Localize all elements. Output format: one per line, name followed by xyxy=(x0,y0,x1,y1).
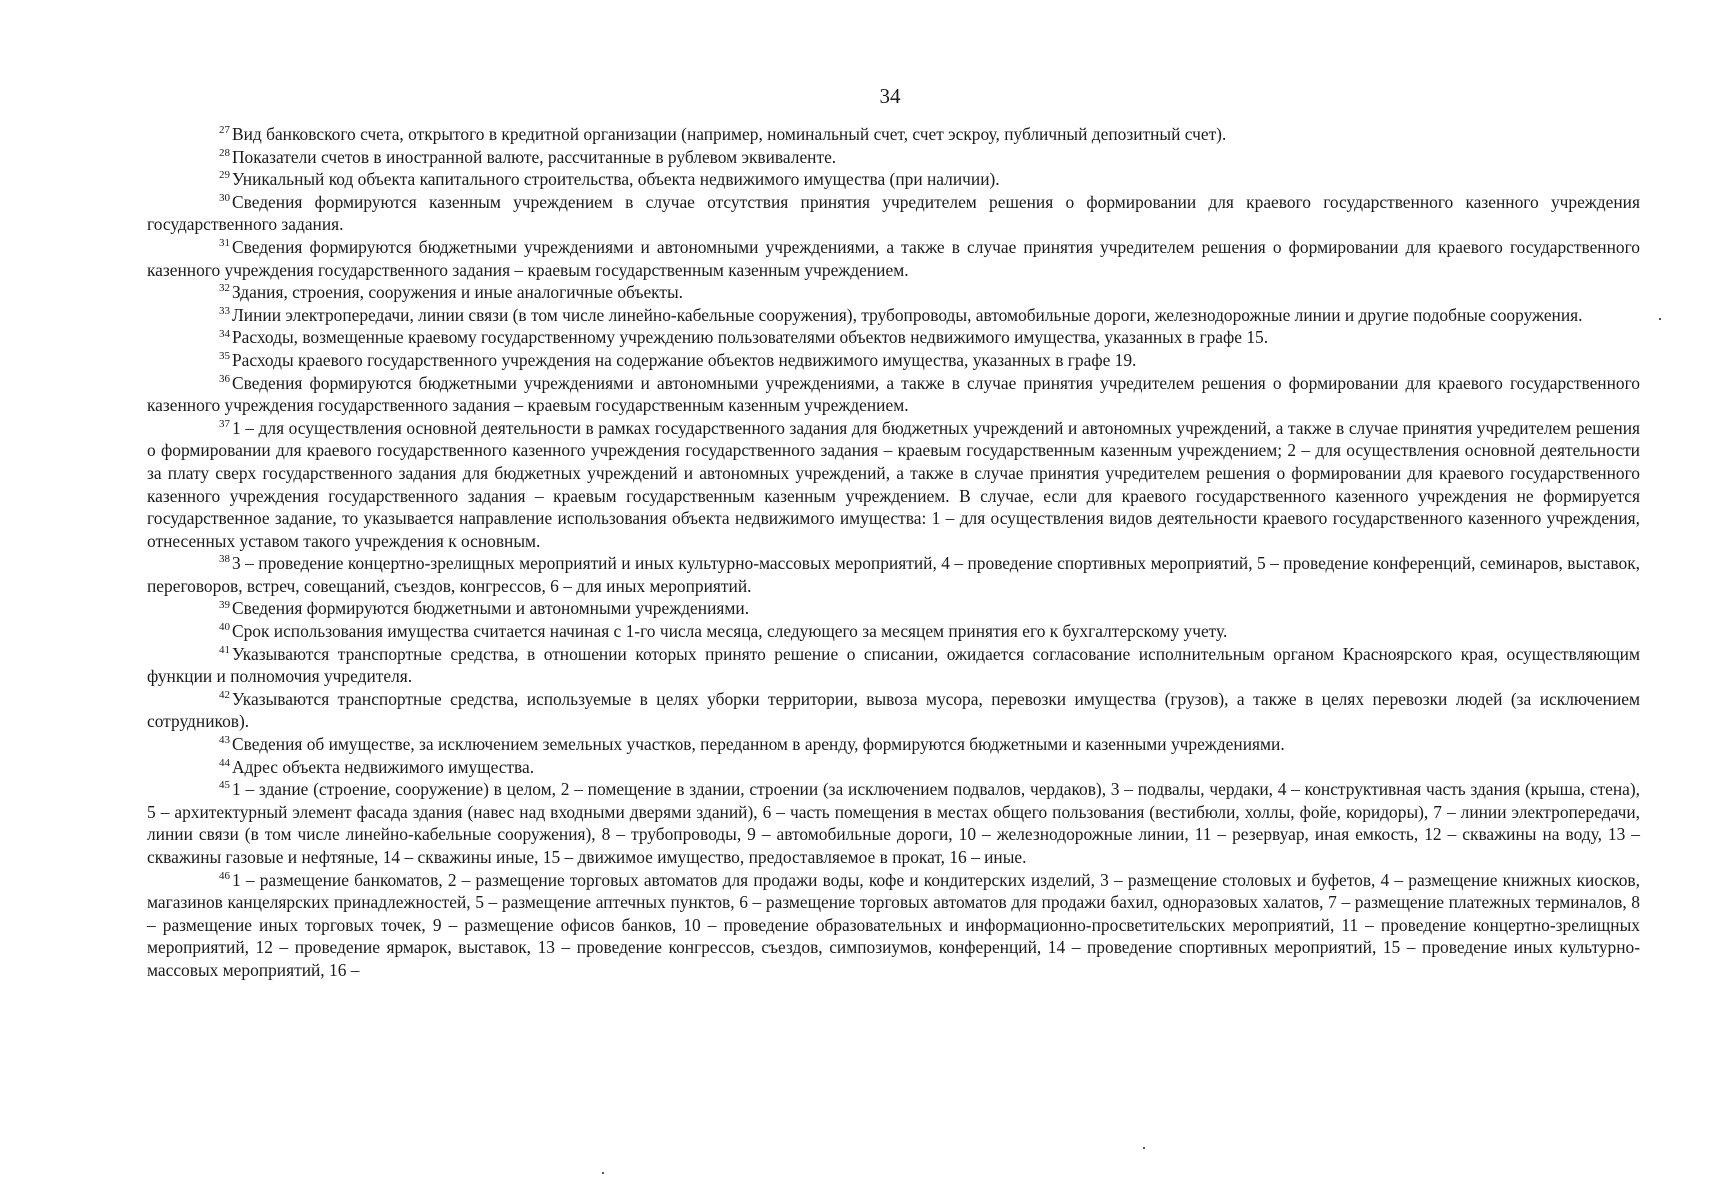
footnote-text: 1 – здание (строение, сооружение) в целом, 2 – помещение в здании, строении (за исключением подвалов, чердаков), 3 – подвалы, чердаки, 4 – конструктивная часть здания (крыша, стена), 5 – архитектурный элемент фасада здания (навес над входными дверями зданий), 6 – часть помещения в местах общего пользования (вестибюли, холлы, фойе, коридоры), 7 – линии электропередачи, линии связи (в том числе линейно-кабельные сооружения), 8 – трубопроводы, 9 – автомобильные дороги, 10 – железнодорожные линии, 11 – резервуар, иная емкость, 12 – скважины на воду, 13 – скважины газовые и нефтяные, 14 – скважины иные, 15 – движимое имущество, предоставляемое в прокат, 16 – иные. xyxy=(147,779,1640,867)
footnote-36 xyxy=(147,372,1640,417)
footnote-33 xyxy=(147,304,1640,327)
footnote-text: Сведения формируются бюджетными учреждениями и автономными учреждениями, а также в случае принятия учредителем решения о формировании для краевого государственного казенного учреждения государственного задания – краевым государственным казенным учреждением. xyxy=(147,236,1640,280)
footnote-text: 3 – проведение концертно-зрелищных мероприятий и иных культурно-массовых мероприятий, 4 – проведение спортивных мероприятий, 5 – проведение конференций, семинаров, выставок, переговоров, встреч, совещаний, съездов, конгрессов, 6 – для иных мероприятий. xyxy=(147,553,1640,596)
footnote-number: 27 xyxy=(219,124,230,137)
footnote-text: Здания, строения, сооружения и иные аналогичные объекты. xyxy=(232,282,684,303)
footnote-number: 30 xyxy=(219,191,230,204)
scan-speck xyxy=(1143,1147,1145,1149)
footnote-44 xyxy=(147,756,1640,779)
footnote-text: Уникальный код объекта капитального строительства, объекта недвижимого имущества (при наличии). xyxy=(232,169,1000,190)
footnote-text: Линии электропередачи, линии связи (в том числе линейно-кабельные сооружения), трубопроводы, автомобильные дороги, железнодорожные линии и другие подобные сооружения. xyxy=(232,304,1583,325)
footnote-31 xyxy=(147,236,1640,281)
footnote-28 xyxy=(147,146,1640,169)
footnote-text: Вид банковского счета, открытого в кредитной организации (например, номинальный счет, счет эскроу, публичный депозитный счет). xyxy=(232,124,1227,144)
footnote-35 xyxy=(147,349,1640,372)
footnote-number: 34 xyxy=(219,327,230,340)
footnote-number: 46 xyxy=(219,869,230,882)
footnote-text: Адрес объекта недвижимого имущества. xyxy=(232,756,535,777)
footnote-text: Указываются транспортные средства, используемые в целях уборки территории, вывоза мусора, перевозки имущества (грузов), а также в целях перевозки людей (за исключением сотрудников). xyxy=(147,688,1640,732)
footnote-number: 29 xyxy=(219,169,230,182)
footnote-46 xyxy=(147,869,1640,982)
footnote-29 xyxy=(147,168,1640,191)
footnote-text: Показатели счетов в иностранной валюте, рассчитанные в рублевом эквиваленте. xyxy=(232,146,837,167)
footnote-number: 41 xyxy=(219,643,230,656)
footnote-34 xyxy=(147,326,1640,349)
footnote-text: Расходы, возмещенные краевому государственному учреждению пользователями объектов недвижимого имущества, указанных в графе 15. xyxy=(232,327,1269,348)
footnote-42 xyxy=(147,688,1640,733)
footnote-text: Расходы краевого государственного учреждения на содержание объектов недвижимого имущества, указанных в графе 19. xyxy=(232,349,1137,370)
footnote-number: 32 xyxy=(219,282,230,295)
footnote-38 xyxy=(147,552,1640,597)
footnote-41 xyxy=(147,643,1640,688)
footnote-37 xyxy=(147,417,1640,553)
footnote-text: Сведения формируются бюджетными учреждениями и автономными учреждениями, а также в случае принятия учредителем решения о формировании для краевого государственного казенного учреждения государственного задания – краевым государственным казенным учреждением. xyxy=(147,372,1640,416)
footnote-43 xyxy=(147,733,1640,756)
footnote-number: 45 xyxy=(219,779,230,792)
footnote-number: 40 xyxy=(219,621,230,634)
footnote-number: 38 xyxy=(219,553,230,566)
footnote-text: Сведения формируются бюджетными и автономными учреждениями. xyxy=(232,598,750,619)
footnote-40 xyxy=(147,620,1640,643)
footnote-text: 1 – для осуществления основной деятельности в рамках государственного задания для бюджетных учреждений и автономных учреждений, а также в случае принятия учредителем решения о формировании для краевого государственного казенного учреждения государственного задания – краевым государственным казенным учреждением; 2 – для осуществления основной деятельности за плату сверх государственного задания для бюджетных учреждений и автономных учреждений, а также в случае принятия учредителем решения о формировании для краевого государственного казенного учреждения государственного задания – краевым государственным казенным учреждением. В случае, если для краевого государственного казенного учреждения не формируется государственное задание, то указывается направление использования объекта недвижимого имущества: 1 – для осуществления видов деятельности краевого государственного казенного учреждения, отнесенных уставом такого учреждения к основным. xyxy=(147,417,1640,551)
footnote-text: Срок использования имущества считается начиная с 1-го числа месяца, следующего за месяцем принятия его к бухгалтерскому учету. xyxy=(232,621,1228,642)
footnote-number: 44 xyxy=(219,756,230,769)
footnote-39 xyxy=(147,597,1640,620)
page-number: 34 xyxy=(879,84,901,108)
footnote-text: 1 – размещение банкоматов, 2 – размещение торговых автоматов для продажи воды, кофе и кондитерских изделий, 3 – размещение столовых и буфетов, 4 – размещение книжных киосков, магазинов канцелярских принадлежностей, 5 – размещение аптечных пунктов, 6 – размещение торговых автоматов для продажи бахил, одноразовых халатов, 7 – размещение платежных терминалов, 8 – размещение иных торговых точек, 9 – размещение офисов банков, 10 – проведение образовательных и информационно-просветительских мероприятий, 11 – проведение концертно-зрелищных мероприятий, 12 – проведение ярмарок, выставок, 13 – проведение конгрессов, съездов, симпозиумов, конференций, 14 – проведение спортивных мероприятий, 15 – проведение иных культурно-массовых мероприятий, 16 – xyxy=(147,869,1640,980)
footnote-number: 42 xyxy=(219,689,230,702)
footnote-45 xyxy=(147,778,1640,868)
footnote-number: 37 xyxy=(219,417,230,430)
footnote-number: 39 xyxy=(219,598,230,611)
scan-speck xyxy=(1659,318,1661,320)
footnote-text: Сведения формируются казенным учреждением в случае отсутствия принятия учредителем решения о формировании для краевого государственного казенного учреждения государственного задания. xyxy=(147,191,1640,235)
footnote-number: 31 xyxy=(219,237,230,250)
scan-speck xyxy=(602,1172,604,1174)
footnote-30 xyxy=(147,191,1640,236)
footnote-number: 36 xyxy=(219,372,230,385)
footnote-text: Указываются транспортные средства, в отношении которых принято решение о списании, ожидается согласование исполнительным органом Красноярского края, осуществляющим функции и полномочия учредителя. xyxy=(147,643,1640,687)
footnote-number: 33 xyxy=(219,304,230,317)
footnote-32 xyxy=(147,281,1640,304)
footnote-number: 43 xyxy=(219,734,230,747)
footnote-number: 28 xyxy=(219,146,230,159)
footnote-text: Сведения об имуществе, за исключением земельных участков, переданном в аренду, формируются бюджетными и казенными учреждениями. xyxy=(232,734,1285,755)
footnote-number: 35 xyxy=(219,350,230,363)
footnote-27 xyxy=(147,123,1640,146)
footnotes-list xyxy=(147,123,1640,982)
